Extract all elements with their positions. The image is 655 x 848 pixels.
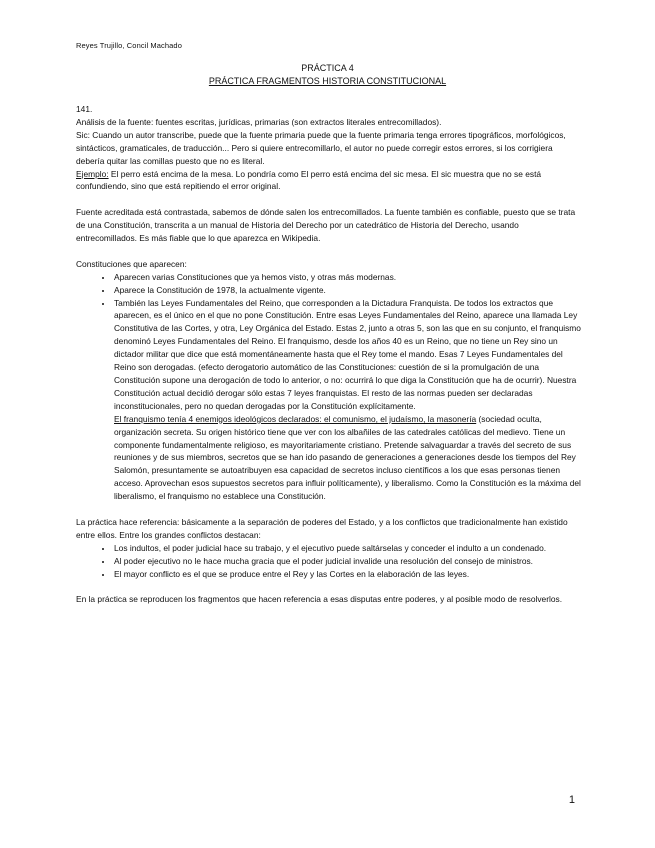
- page-number: 1: [568, 794, 575, 806]
- list-item: • Aparece la Constitución de 1978, la actualmente vigente.: [113, 284, 582, 297]
- list-item: [113, 297, 582, 504]
- sic-paragraph: Sic: Cuando un autor transcribe, puede que la fuente primaria puede que la fuente primaria tenga errores tipográficos, morfológicos, sintácticos, gramaticales, de traducción... Pero si quiere entrecomillarlo, el autor no puede corregir estos errores, si los corrigiera debería quitar las comillas puesto que no es literal.: [76, 129, 566, 166]
- section-number: 141.: [76, 104, 93, 114]
- separation-of-powers-paragraph: La práctica hace referencia: básicamente a la separación de poderes del Estado, y a los conflictos que tradicionalmente han existido entre ellos. Entre los grandes conflictos destacan:: [76, 516, 568, 540]
- document-body: [76, 103, 582, 606]
- spacer: [76, 503, 582, 516]
- constitutions-list: [76, 271, 582, 503]
- franquismo-enemies-text: (sociedad oculta, organización secreta. Su origen histórico tiene que ver con los albañiles de las catedrales católicas del medievo. Tiene un componente fundamentalmente religioso, es mayoritariamente cristiano. Pretende salvaguardar a través del secreto de sus reuniones y de sus miembros, secretos que se han ido pasando de generaciones a generaciones desde los tiempos del Rey Salomón, presuntamente se autoatribuyen esa capacidad de secretos incluso científicos a los que esas personas tienen acceso. Aprovechan esos supuestos secretos para influir políticamente), y liberalismo. Como la Constitución es la máxima del liberalismo, el franquismo no establece una Constitución.: [114, 413, 581, 502]
- conflicts-list: [76, 542, 582, 581]
- page-header-author: Reyes Trujillo, Concil Machado: [76, 41, 182, 50]
- practice-number-title: PRÁCTICA 4: [301, 63, 354, 73]
- spacer: [76, 193, 582, 206]
- list-item: • El mayor conflicto es el que se produce entre el Rey y las Cortes en la elaboración de las leyes.: [113, 568, 582, 581]
- spacer: [76, 245, 582, 258]
- accredited-source-paragraph: Fuente acreditada está contrastada, sabemos de dónde salen los entrecomillados. La fuente también es confiable, puesto que se trata de una Constitución, transcrita a un manual de Historia del Derecho por un catedrático de Historia del Derecho, usando entrecomillados. Es más fiable que lo que aparezca en Wikipedia.: [76, 207, 576, 244]
- practice-main-title-text: PRÁCTICA FRAGMENTOS HISTORIA CONSTITUCIONAL: [208, 76, 447, 86]
- example-paragraph: [76, 168, 582, 194]
- list-item-text: También las Leyes Fundamentales del Reino, que corresponden a la Dictadura Franquista. De todos los extractos que aparecen, es el único en el que no pone Constitución. Entre esas Leyes Fundamentales del Reino, aparece una llamada Ley Constitutiva de las Cortes, y otra, Ley Orgánica del Estado. Estas 2, junto a otras 5, son las que en su conjunto, el franquismo denominó Leyes Fundamentales del Reino. El franquismo, desde los años 40 es un Reino, que no tiene un Rey sino un dictador militar que dice que está momentáneamente hasta que el Rey tome el mando. Esas 7 Leyes Fundamentales del Reino son derogadas. (efecto derogatorio automático de las Constituciones: cuestión de si la promulgación de una Constitución supone una derogación de todo lo anterior, o no: ocurrirá lo que diga la Constitución que ha de ocurrir). Nuestra Constitución actual decidió derogar sólo estas 7 leyes franquistas. El resto de las normas pueden ser declaradas inconstitucionales, pero no quedan derogadas por la Constitución explícitamente.: [114, 297, 581, 411]
- example-label: Ejemplo:: [76, 168, 109, 179]
- example-text: El perro está encima de la mesa. Lo pondría como El perro está encima del sic mesa. El sic muestra que no se está confundiendo, sino que está repitiendo el error original.: [76, 168, 542, 192]
- list-item: • Los indultos, el poder judicial hace su trabajo, y el ejecutivo puede saltárselas y conceder el indulto a un condenado.: [113, 542, 582, 555]
- practice-main-title: [0, 76, 655, 86]
- closing-paragraph: En la práctica se reproducen los fragmentos que hacen referencia a esas disputas entre poderes, y al posible modo de resolverlos.: [76, 594, 563, 605]
- list-item: • Al poder ejecutivo no le hace mucha gracia que el poder judicial invalide una resolución del consejo de ministros.: [113, 555, 582, 568]
- spacer: [76, 580, 582, 593]
- list-item: • Aparecen varias Constituciones que ya hemos visto, y otras más modernas.: [113, 271, 582, 284]
- franquismo-enemies-underlined: El franquismo tenía 4 enemigos ideológicos declarados: el comunismo, el judaísmo, la masonería: [114, 413, 477, 424]
- constitutions-heading: Constituciones que aparecen:: [76, 258, 187, 269]
- source-analysis-paragraph: Análisis de la fuente: fuentes escritas, jurídicas, primarias (son extractos literales entrecomillados).: [76, 116, 442, 127]
